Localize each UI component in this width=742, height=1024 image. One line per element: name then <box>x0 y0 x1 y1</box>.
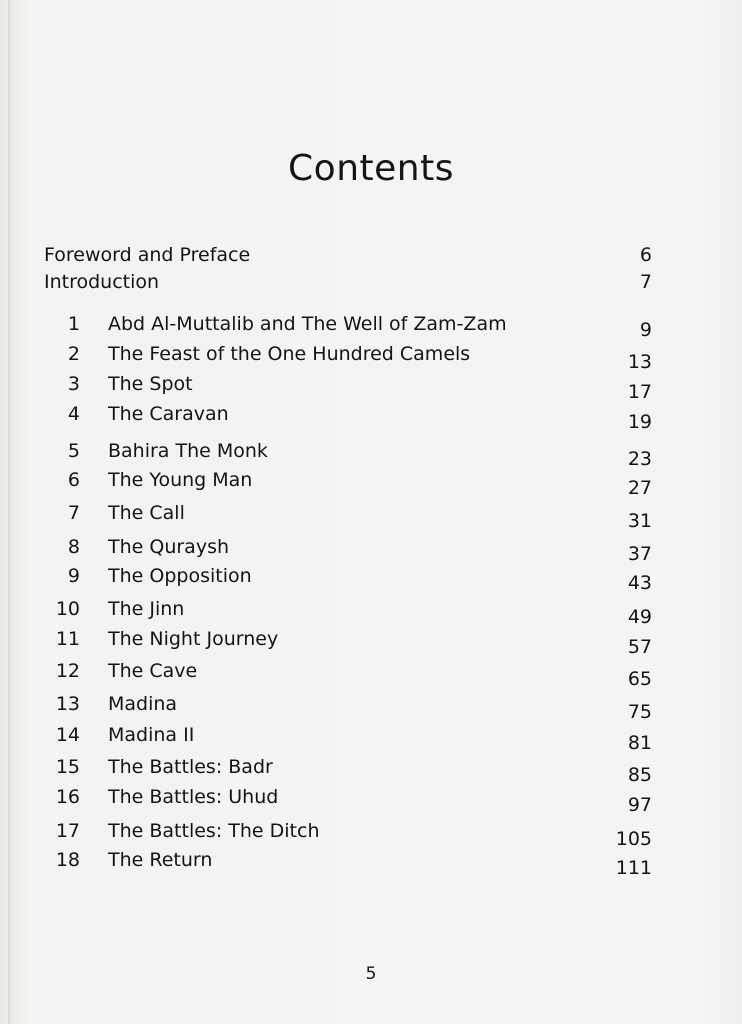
chapter-page: 19 <box>627 411 652 433</box>
chapter-page: 81 <box>627 732 652 754</box>
toc-front-title: Introduction <box>44 271 160 293</box>
chapter-page: 85 <box>627 764 652 786</box>
chapter-title: The Battles: The Ditch <box>108 820 320 842</box>
chapter-number: 10 <box>55 598 80 620</box>
chapter-page: 97 <box>627 794 652 816</box>
chapter-page: 13 <box>627 351 652 373</box>
chapter-title: The Night Journey <box>108 628 279 650</box>
toc-chapter-row <box>44 373 652 403</box>
chapter-title: Abd Al-Muttalib and The Well of Zam-Zam <box>108 313 507 335</box>
toc-front-page: 6 <box>639 244 652 266</box>
chapter-page: 49 <box>627 606 652 628</box>
chapter-number: 18 <box>55 849 80 871</box>
chapter-title: Madina <box>108 693 178 715</box>
chapter-page: 43 <box>627 572 652 594</box>
toc-chapter-row <box>44 628 652 658</box>
chapter-title: The Jinn <box>108 598 185 620</box>
page-number: 5 <box>365 964 377 984</box>
toc-chapter-row <box>44 756 652 786</box>
toc-chapter-row <box>44 786 652 816</box>
chapter-number: 16 <box>55 786 80 808</box>
toc-chapter-row <box>44 313 652 341</box>
chapter-title: The Call <box>108 502 185 524</box>
toc-front-title: Foreword and Preface <box>44 244 251 266</box>
toc-chapter-row <box>44 343 652 373</box>
chapter-number: 3 <box>67 373 80 395</box>
chapter-number: 15 <box>55 756 80 778</box>
chapter-number: 13 <box>55 693 80 715</box>
chapter-page: 105 <box>615 828 652 850</box>
chapter-page: 37 <box>627 543 652 565</box>
chapter-title: The Opposition <box>108 565 252 587</box>
chapter-number: 12 <box>55 660 80 682</box>
chapter-number: 5 <box>67 440 80 462</box>
chapter-page: 17 <box>627 381 652 403</box>
chapter-page: 111 <box>615 857 652 879</box>
chapter-number: 7 <box>67 502 80 524</box>
chapter-number: 11 <box>55 628 80 650</box>
chapter-number: 14 <box>55 724 80 746</box>
toc-chapter-row <box>44 440 652 470</box>
toc-chapter-row <box>44 693 652 723</box>
chapter-page: 23 <box>627 448 652 470</box>
chapter-title: The Cave <box>108 660 198 682</box>
toc-chapter-row <box>44 536 652 565</box>
chapter-page: 75 <box>627 701 652 723</box>
chapter-page: 57 <box>627 636 652 658</box>
chapter-title: The Return <box>108 849 213 871</box>
chapter-title: Bahira The Monk <box>108 440 268 462</box>
toc-front-item <box>44 244 652 266</box>
chapter-page: 65 <box>627 668 652 690</box>
toc-chapter-row <box>44 724 652 754</box>
chapter-title: The Quraysh <box>108 536 230 558</box>
chapter-number: 9 <box>67 565 80 587</box>
chapter-title: The Feast of the One Hundred Camels <box>108 343 471 365</box>
chapter-number: 4 <box>67 403 80 425</box>
toc-chapter-row <box>44 403 652 433</box>
toc-chapter-row <box>44 502 652 532</box>
chapter-number: 8 <box>67 536 80 558</box>
chapter-title: The Battles: Uhud <box>108 786 279 808</box>
chapter-title: The Battles: Badr <box>108 756 273 778</box>
toc-chapter-row <box>44 565 652 594</box>
chapter-number: 17 <box>55 820 80 842</box>
toc-chapter-row <box>44 849 652 879</box>
chapter-title: The Young Man <box>108 469 253 491</box>
toc-chapter-row <box>44 820 652 850</box>
chapter-number: 6 <box>67 469 80 491</box>
toc-chapter-row <box>44 598 652 628</box>
toc-chapter-row <box>44 660 652 690</box>
chapter-page: 31 <box>627 510 652 532</box>
toc-chapter-row <box>44 469 652 499</box>
chapter-title: The Caravan <box>108 403 229 425</box>
page-title: Contents <box>288 148 454 189</box>
toc-front-page: 7 <box>639 271 652 293</box>
chapter-title: The Spot <box>108 373 193 395</box>
chapter-number: 2 <box>67 343 80 365</box>
chapter-number: 1 <box>67 313 80 335</box>
toc-front-item <box>44 271 652 293</box>
chapter-page: 27 <box>627 477 652 499</box>
chapter-title: Madina II <box>108 724 195 746</box>
chapter-page: 9 <box>639 319 652 341</box>
